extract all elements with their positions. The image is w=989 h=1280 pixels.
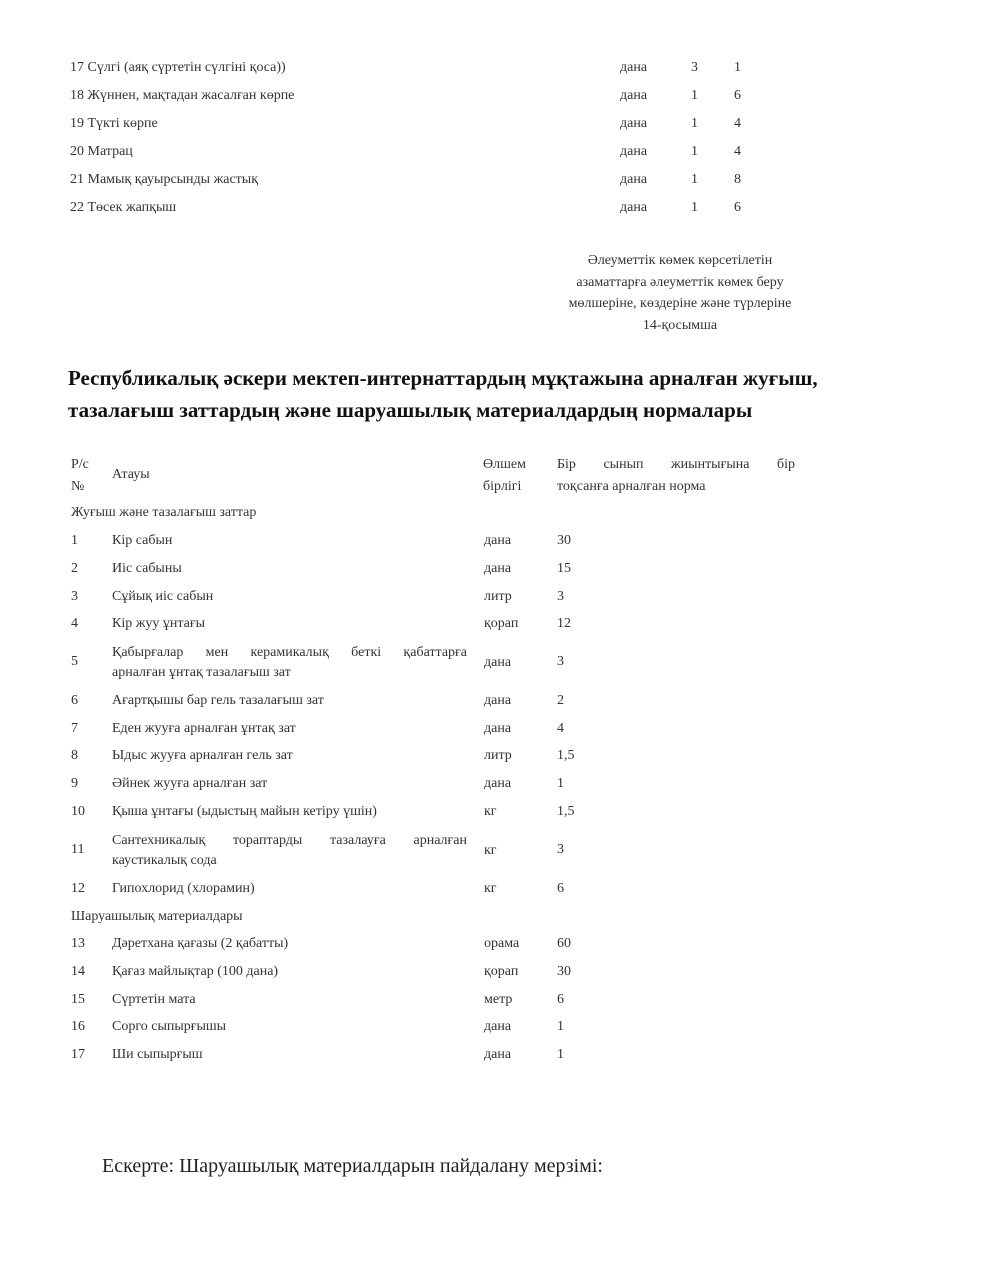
list-item	[70, 172, 770, 194]
header-norm	[557, 454, 795, 498]
row-value: 15	[557, 561, 571, 576]
header-number-line: Р/с	[71, 457, 89, 472]
list-item	[70, 88, 770, 110]
row-number: 6	[71, 693, 78, 708]
row-number: 13	[71, 936, 85, 951]
row-name: Ағартқышы бар гель тазалағыш зат	[112, 693, 324, 708]
row-value: 60	[557, 936, 571, 951]
row-name-line: каустикалық сода	[112, 853, 217, 868]
item-unit: дана	[620, 172, 648, 187]
row-name: Ыдыс жууға арналған гель зат	[112, 748, 293, 763]
row-number: 5	[71, 654, 78, 669]
row-value: 1,5	[557, 748, 575, 763]
item-name: 19 Түкті көрпе	[70, 116, 158, 131]
row-unit: қорап	[484, 964, 519, 979]
row-unit: дана	[484, 1047, 512, 1062]
row-name-line: Сантехникалық тораптарды тазалауға арналған	[112, 833, 467, 848]
row-unit: орама	[484, 936, 520, 951]
row-value: 30	[557, 533, 571, 548]
list-item	[70, 200, 770, 222]
item-unit: дана	[620, 116, 648, 131]
row-unit: қорап	[484, 616, 519, 631]
section-heading: Шаруашылық материалдары	[71, 909, 243, 924]
row-number: 9	[71, 776, 78, 791]
header-name: Атауы	[112, 467, 150, 482]
row-name: Сұйық иіс сабын	[112, 589, 214, 604]
list-item	[70, 144, 770, 166]
item-norm: 8	[734, 172, 741, 187]
item-norm: 4	[734, 144, 741, 159]
row-number: 15	[71, 992, 85, 1007]
item-quantity: 3	[691, 60, 698, 75]
row-unit: дана	[484, 693, 512, 708]
row-number: 10	[71, 804, 85, 819]
row-number: 17	[71, 1047, 85, 1062]
row-value: 3	[557, 842, 564, 857]
row-unit: метр	[484, 992, 513, 1007]
row-number: 2	[71, 561, 78, 576]
item-quantity: 1	[691, 172, 698, 187]
row-value: 1	[557, 1019, 564, 1034]
row-name: Қағаз майлықтар (100 дана)	[112, 964, 279, 979]
item-name: 22 Төсек жапқыш	[70, 200, 177, 215]
row-number: 11	[71, 842, 85, 857]
row-value: 12	[557, 616, 571, 631]
caption-line: мөлшеріне, көздеріне және түрлеріне	[568, 296, 792, 311]
item-norm: 1	[734, 60, 741, 75]
item-unit: дана	[620, 200, 648, 215]
row-name: Иіс сабыны	[112, 561, 182, 576]
row-value: 2	[557, 693, 564, 708]
item-name: 18 Жүннен, мақтадан жасалған көрпе	[70, 88, 295, 103]
header-number-line: №	[71, 479, 85, 494]
item-quantity: 1	[691, 200, 698, 215]
item-norm: 6	[734, 200, 741, 215]
row-number: 12	[71, 881, 85, 896]
row-value: 1	[557, 1047, 564, 1062]
row-name: Ши сыпырғыш	[112, 1047, 203, 1062]
item-quantity: 1	[691, 116, 698, 131]
row-name	[112, 643, 467, 683]
row-value: 1,5	[557, 804, 575, 819]
row-unit: дана	[484, 1019, 512, 1034]
row-unit: дана	[484, 776, 512, 791]
appendix-number: 14-қосымша	[642, 317, 718, 333]
header-unit	[483, 454, 526, 498]
header-norm-line: тоқсанға арналған норма	[557, 479, 706, 494]
appendix-caption	[545, 250, 815, 336]
note-text: Ескерте: Шаруашылық материалдарын пайдалану мерзімі:	[102, 1155, 603, 1177]
row-value: 3	[557, 589, 564, 604]
page-title	[68, 362, 948, 426]
row-name: Кір сабын	[112, 533, 173, 548]
item-unit: дана	[620, 144, 648, 159]
caption-line: азаматтарға әлеуметтік көмек беру	[576, 274, 784, 290]
header-norm-line: Бір сынып жиынтығына бір	[557, 457, 795, 472]
list-item	[70, 116, 770, 138]
row-name: Әйнек жууға арналған зат	[112, 776, 268, 791]
row-name: Кір жуу ұнтағы	[112, 616, 206, 631]
row-name: Сүртетін мата	[112, 992, 196, 1007]
row-unit: дана	[484, 561, 512, 576]
item-quantity: 1	[691, 144, 698, 159]
item-unit: дана	[620, 88, 648, 103]
item-norm: 4	[734, 116, 741, 131]
row-name: Қыша ұнтағы (ыдыстың майын кетіру үшін)	[112, 804, 377, 819]
row-value: 6	[557, 992, 564, 1007]
row-unit: литр	[484, 589, 512, 604]
item-unit: дана	[620, 60, 648, 75]
row-name: Гипохлорид (хлорамин)	[112, 881, 255, 896]
header-number	[71, 454, 89, 498]
row-name-line: Қабырғалар мен керамикалық беткі қабаттарға	[112, 645, 467, 660]
row-number: 8	[71, 748, 78, 763]
title-line: Республикалық әскери мектеп-интернаттардың мұқтажына арналған жуғыш,	[68, 366, 818, 390]
row-name: Дәретхана қағазы (2 қабатты)	[112, 936, 289, 951]
row-unit: кг	[484, 843, 497, 858]
row-name: Еден жууға арналған ұнтақ зат	[112, 721, 296, 736]
item-name: 17 Сүлгі (аяқ сүртетін сүлгіні қоса))	[70, 60, 286, 75]
row-value: 1	[557, 776, 564, 791]
row-number: 1	[71, 533, 78, 548]
row-value: 4	[557, 721, 564, 736]
item-name: 20 Матрац	[70, 144, 133, 159]
row-name	[112, 831, 467, 871]
item-name: 21 Мамық қауырсынды жастық	[70, 172, 259, 187]
header-unit-line: бірлігі	[483, 479, 522, 494]
row-number: 16	[71, 1019, 85, 1034]
row-value: 6	[557, 881, 564, 896]
row-number: 14	[71, 964, 85, 979]
section-heading: Жуғыш және тазалағыш заттар	[71, 505, 257, 520]
item-quantity: 1	[691, 88, 698, 103]
row-name-line: арналған ұнтақ тазалағыш зат	[112, 665, 291, 680]
row-unit: кг	[484, 881, 497, 896]
row-value: 30	[557, 964, 571, 979]
row-unit: кг	[484, 804, 497, 819]
caption-line: Әлеуметтік көмек көрсетілетін	[587, 253, 773, 268]
row-unit: литр	[484, 748, 512, 763]
list-item	[70, 60, 770, 82]
title-line: тазалағыш заттардың және шаруашылық материалдардың нормалары	[68, 398, 753, 422]
row-value: 3	[557, 654, 564, 669]
row-unit: дана	[484, 533, 512, 548]
item-norm: 6	[734, 88, 741, 103]
row-number: 4	[71, 616, 78, 631]
row-number: 7	[71, 721, 78, 736]
row-unit: дана	[484, 655, 512, 670]
row-name: Сорго сыпырғышы	[112, 1019, 227, 1034]
row-number: 3	[71, 589, 78, 604]
row-unit: дана	[484, 721, 512, 736]
header-unit-line: Өлшем	[483, 457, 526, 472]
